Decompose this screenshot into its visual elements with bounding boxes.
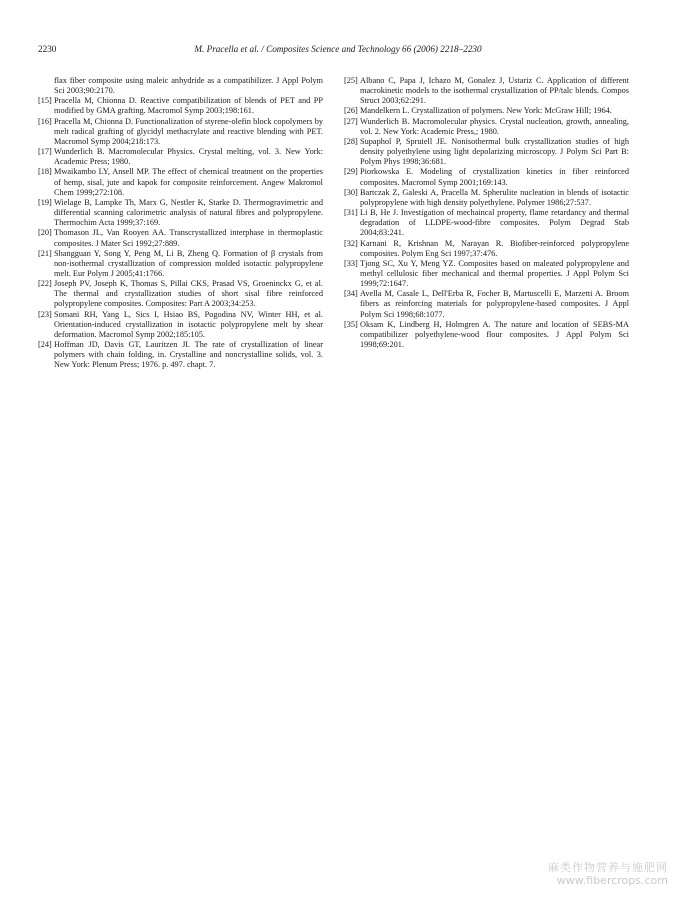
reference-text: Albano C, Papa J, Ichazo M, Gonalez J, Ustariz C. Application of different macrokinetic models to the isothermal crystallization of PP/talc blends. Compos Struct 2003;62:291.: [360, 76, 629, 106]
reference-item: [38, 117, 323, 147]
reference-list-right: [344, 76, 629, 350]
watermark: [548, 861, 668, 887]
reference-number: [32]: [344, 238, 358, 248]
reference-text: Pracella M, Chionna D. Reactive compatibilization of blends of PET and PP modified by GMA grafting. Macromol Symp 2003;198:161.: [54, 96, 323, 116]
reference-text: Hoffman JD, Davis GT, Lauritzen JI. The rate of crystallization of linear polymers with chain folding, in. Crystalline and noncrystalline solids, vol. 3. New York: Plenum Press; 1976. p. 497. chapt. 7.: [54, 340, 323, 370]
page-number: 2230: [38, 44, 57, 54]
reference-text: Wunderlich B. Macromolecular physics. Crystal nucleation, growth, annealing, vol. 2. New York: Academic Press,; 1980.: [360, 116, 629, 136]
reference-item: [38, 249, 323, 279]
reference-item: [344, 117, 629, 137]
reference-number: [26]: [344, 106, 358, 116]
reference-number: [23]: [38, 309, 52, 319]
reference-number: [20]: [38, 228, 52, 238]
reference-number: [27]: [344, 116, 358, 126]
reference-text: Wunderlich B. Macromolecular Physics. Crystal melting, vol. 3. New York: Academic Press; 1980.: [54, 147, 323, 167]
reference-item: [38, 310, 323, 340]
reference-text: Mandelkern L. Crystallization of polymers. New York: McGraw Hill; 1964.: [360, 106, 612, 116]
reference-text: Karnani R, Krishnan M, Narayan R. Biofiber-reinforced polypropylene composites. Polym Eng Sci 1997;37:476.: [360, 238, 629, 258]
reference-text: Pracella M, Chionna D. Functionalization of styrene-olefin block copolymers by melt radical grafting of glycidyl methacrylate and reactive blending with PET. Macromol Symp 2004;218:173.: [54, 116, 323, 146]
reference-item: [38, 167, 323, 197]
running-head: M. Pracella et al. / Composites Science and Technology 66 (2006) 2218–2230: [194, 44, 482, 54]
reference-text: Avella M, Casale L, Dell'Erba R, Focher B, Martuscelli E, Marzetti A. Broom fibers as reinforcing materials for polypropylene-based composites. J Appl Polym Sci 1998;68:1077.: [360, 289, 629, 319]
reference-item: [344, 208, 629, 238]
reference-text: Thomason JL, Van Rooyen AA. Transcrystallized interphase in thermoplastic composites. J Mater Sci 1992;27:889.: [54, 228, 323, 248]
reference-item: [344, 239, 629, 259]
reference-number: [34]: [344, 289, 358, 299]
reference-text: Tjong SC, Xu Y, Meng YZ. Composites based on maleated polypropylene and methyl cellulosic fiber mechanical and thermal properties. J Appl Polym Sci 1999;72:1647.: [360, 258, 629, 289]
reference-list-left: [38, 96, 323, 370]
reference-text: Mwaikambo LY, Ansell MP. The effect of chemical treatment on the properties of hemp, sisal, jute and kapok for composite reinforcement. Angew Makromol Chem 1999;272:108.: [54, 167, 323, 197]
reference-continuation: flax fiber composite using maleic anhydride as a compatibilizer. J Appl Polym Sci 2003;90:2170.: [54, 76, 323, 96]
reference-item: [344, 137, 629, 167]
reference-number: [21]: [38, 248, 52, 258]
reference-item: [344, 259, 629, 289]
watermark-url: www.fibercrops.com: [556, 874, 668, 887]
reference-item: [38, 198, 323, 228]
reference-number: [25]: [344, 76, 358, 85]
reference-number: [22]: [38, 279, 52, 289]
reference-item: [38, 228, 323, 248]
reference-item: [344, 76, 629, 106]
reference-item: [344, 188, 629, 208]
reference-text: Somani RH, Yang L, Sics I, Hsiao BS, Pogodina NV, Winter HH, et al. Orientation-induced crystallization in isotactic polypropylene melt by shear deformation. Macromol Symp 2002;185:105.: [54, 309, 323, 339]
reference-number: [19]: [38, 197, 52, 207]
reference-number: [33]: [344, 258, 358, 268]
reference-item: [344, 320, 629, 350]
reference-number: [28]: [344, 136, 358, 146]
reference-item: [344, 289, 629, 319]
reference-text: Oksam K, Lindberg H, Holmgren A. The nature and location of SEBS-MA compatibilizer polyethylene-wood flour composites. J Appl Polym Sci 1998;69:201.: [360, 319, 629, 350]
references-column-right: [344, 76, 629, 350]
reference-number: [31]: [344, 208, 358, 218]
reference-item: [344, 167, 629, 187]
reference-text: Wielage B, Lampke Th, Marx G, Nestler K, Starke D. Thermogravimetric and differential scanning calorimetric analysis of natural fibres and polypropylene. Thermochim Acta 1999;37:169.: [54, 197, 323, 228]
reference-number: [16]: [38, 116, 52, 126]
reference-item: [38, 96, 323, 116]
watermark-chinese-text: 麻类作物营养与施肥网: [548, 861, 668, 874]
reference-number: [35]: [344, 319, 358, 329]
reference-item: [38, 279, 323, 309]
reference-number: [15]: [38, 96, 52, 106]
reference-text: Bartczak Z, Galeski A, Pracella M. Spherulite nucleation in blends of isotactic polypropylene with high density polyethylene. Polymer 1986;27:537.: [360, 187, 629, 207]
reference-number: [30]: [344, 187, 358, 197]
reference-text: Li B, He J. Investigation of mechaincal property, flame retardancy and thermal degradation of LLDPE-wood-fibre composites. Polym Degrad Stab 2004;83:241.: [360, 208, 629, 238]
references-column-left: [38, 76, 323, 371]
reference-number: [29]: [344, 167, 358, 177]
reference-text: Shangguan Y, Song Y, Peng M, Li B, Zheng Q. Formation of β crystals from non-isothermal crystallization of compression molded isotactic polypropylene melt. Eur Polym J 2005;41:1766.: [54, 248, 323, 278]
reference-text: Supaphol P, Spruiell JE. Nonisothermal bulk crystallization studies of high density polyethylene using light depolarizing microscopy. J Polym Sci Part B: Polym Phys 1998;36:681.: [360, 136, 629, 167]
reference-text: Joseph PV, Joseph K, Thomas S, Pillai CKS, Prasad VS, Groeninckx G, et al. The thermal and crystallization studies of short sisal fibre reinforced polypropylene composites. Composites: Part A 2003;34:253.: [54, 279, 323, 309]
reference-item: [38, 147, 323, 167]
page-header: [38, 42, 638, 56]
reference-number: [17]: [38, 147, 52, 157]
reference-number: [18]: [38, 167, 52, 177]
reference-item: [344, 106, 629, 116]
reference-number: [24]: [38, 340, 52, 350]
reference-text: Piorkowska E. Modeling of crystallization kinetics in fiber reinforced composites. Macromol Symp 2001;169:143.: [360, 167, 629, 187]
reference-item: [38, 340, 323, 370]
